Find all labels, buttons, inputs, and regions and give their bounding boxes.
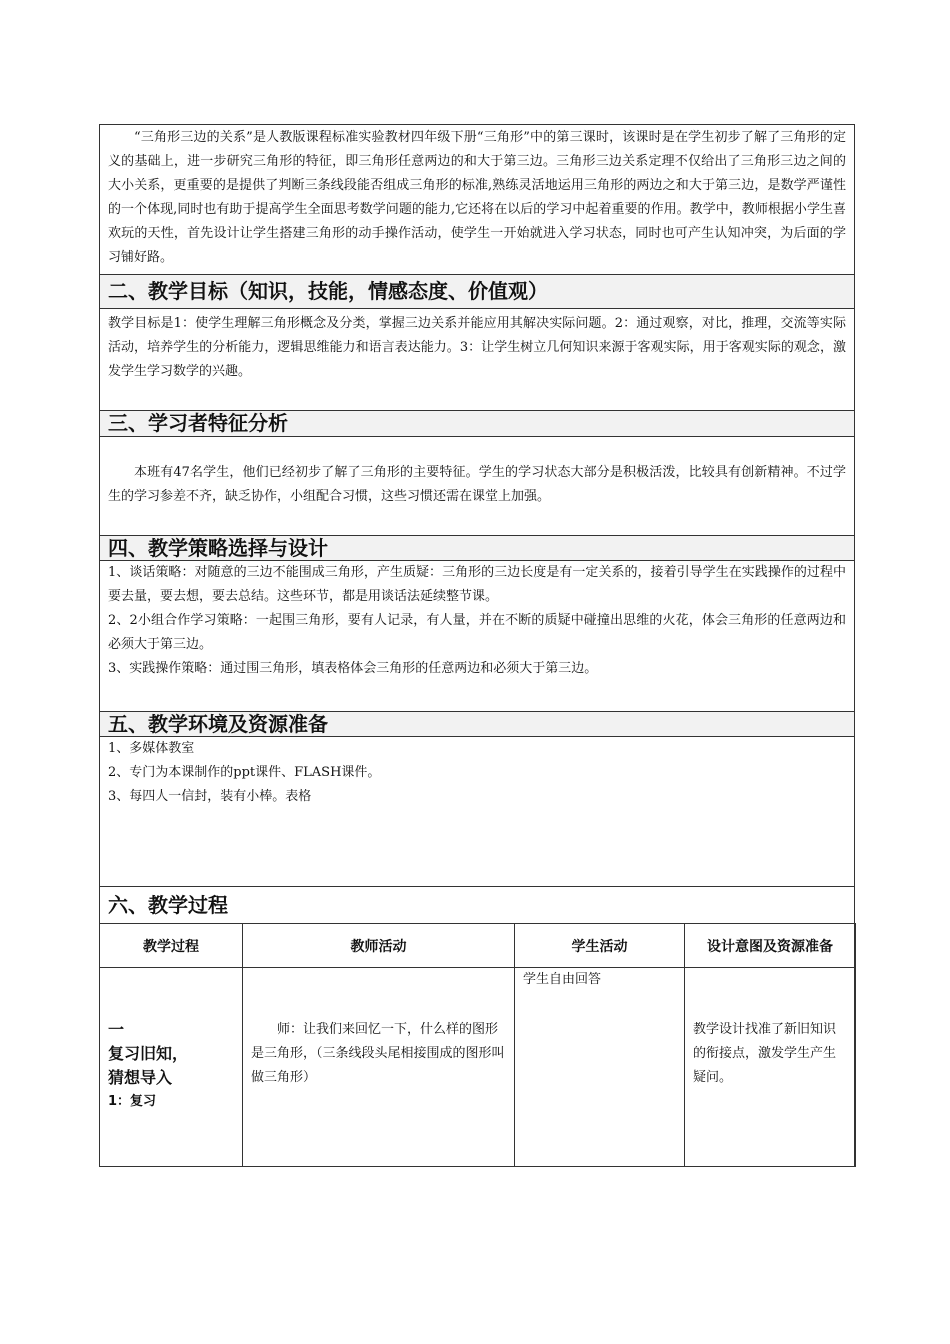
strategy-section [99,536,855,712]
strategy-item-2: 2、2小组合作学习策略：一起围三角形，要有人记录，有人量，并在不断的质疑中碰撞出思维的火花，体会三角形的任意两边和必须大于第三边。 [108,613,846,652]
header-teacher: 教师活动 [243,924,515,968]
stage-title-line1: 复习旧知， [108,1044,189,1063]
strategy-item-1: 1、谈话策略：对随意的三边不能围成三角形，产生质疑：三角形的三边长度是有一定关系的，接着引导学生在实践操作的过程中要去量，要去想，要去总结。这些环节，都是用谈话法延续整节课。 [108,565,846,604]
resources-section [99,712,855,887]
student-activity-cell [515,968,685,1167]
process-heading: 六、教学过程 [100,887,854,924]
resources-heading: 五、教学环境及资源准备 [100,712,854,737]
design-intent-text: 教学设计找准了新旧知识的衔接点，激发学生产生疑问。 [693,1022,837,1085]
header-student: 学生活动 [515,924,685,968]
header-stage: 教学过程 [100,924,243,968]
strategy-heading: 四、教学策略选择与设计 [100,536,854,561]
process-header-row [100,924,856,968]
teacher-activity-cell [243,968,515,1167]
teacher-activity-text: 师：让我们来回忆一下，什么样的图形是三角形，（三条线段头尾相接围成的图形叫做三角形） [251,1022,505,1085]
process-table [99,923,856,1167]
resources-item-2: 2、专门为本课制作的ppt课件、FLASH课件。 [108,765,381,780]
objectives-text: 教学目标是1：使学生理解三角形概念及分类，掌握三边关系并能应用其解决实际问题。2：通过观察，对比，推理，交流等实际活动，培养学生的分析能力，逻辑思维能力和语言表达能力。3：让学生树立几何知识来源于客观实际，用于客观实际的观念，激发学生学习数学的兴趣。 [108,316,846,379]
student-activity-text: 学生自由回答 [523,972,602,987]
resources-item-3: 3、每四人一信封，装有小棒。表格 [108,789,312,804]
objectives-heading: 二、教学目标（知识，技能，情感态度、价值观） [100,275,854,309]
strategy-item-3: 3、实践操作策略：通过围三角形，填表格体会三角形的任意两边和必须大于第三边。 [108,661,598,676]
stage-title-line2: 猜想导入 [108,1068,173,1087]
header-intent: 设计意图及资源准备 [685,924,856,968]
intro-section [99,124,855,275]
process-section [99,887,855,1167]
learner-analysis-heading: 三、学习者特征分析 [100,411,854,437]
objectives-section [99,275,855,411]
stage-number: 一 [108,1020,125,1039]
resources-item-1: 1、多媒体教室 [108,741,195,756]
intro-paragraph: “三角形三边的关系”是人教版课程标准实验教材四年级下册“三角形”中的第三课时，该课时是在学生初步了解了三角形的定义的基础上，进一步研究三角形的特征，即三角形任意两边的和大于第三边。三角形三边关系定理不仅给出了三角形三边之间的大小关系，更重要的是提供了判断三条线段能否组成三角形的标准,熟练灵活地运用三角形的两边之和大于第三边，是数学严谨性的一个体现,同时也有助于提高学生全面思考数学问题的能力,它还将在以后的学习中起着重要的作用。教学中，教师根据小学生喜欢玩的天性，首先设计让学生搭建三角形的动手操作活动，使学生一开始就进入学习状态，同时也可产生认知冲突，为后面的学习铺好路。 [108,130,846,265]
stage-subtitle: 1：复习 [108,1094,157,1109]
learner-analysis-text: 本班有47名学生，他们已经初步了解了三角形的主要特征。学生的学习状态大部分是积极活泼，比较具有创新精神。不过学生的学习参差不齐，缺乏协作，小组配合习惯，这些习惯还需在课堂上加强。 [108,465,846,504]
lesson-plan [99,124,855,1167]
table-row [100,968,856,1167]
stage-cell [100,968,243,1167]
learner-analysis-section [99,411,855,536]
design-intent-cell [685,968,856,1167]
